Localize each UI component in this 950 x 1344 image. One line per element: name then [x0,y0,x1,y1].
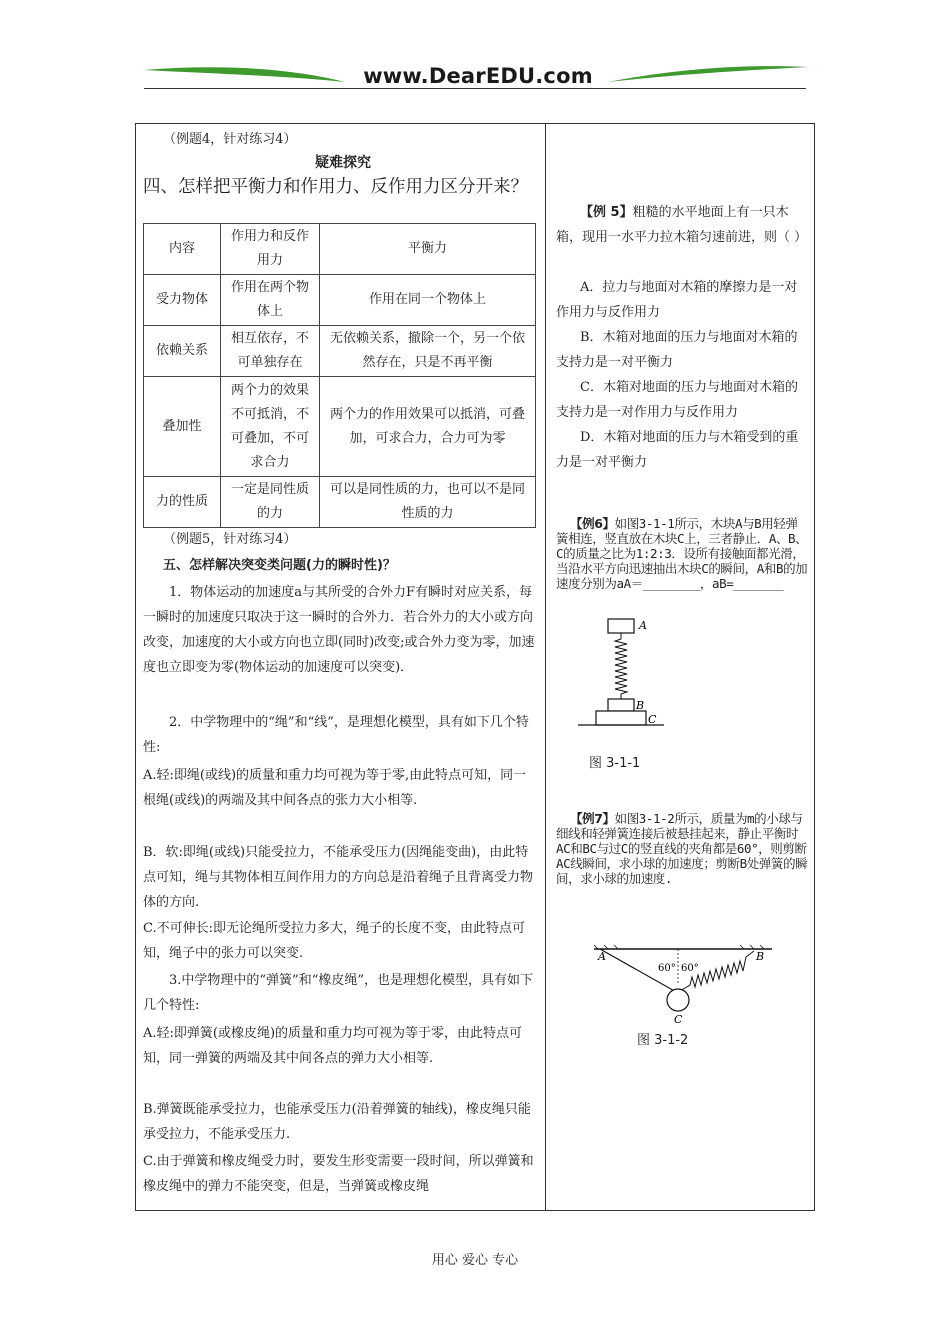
table-cell: 无依赖关系，撤除一个，另一个依然存在，只是不再平衡 [320,326,536,377]
angle-label-right: 60° [681,963,699,974]
paragraph-2: 2．中学物理中的“绳”和“线”，是理想化模型，具有如下几个特性: [143,715,529,755]
example-5-option-d: D．木箱对地面的压力与木箱受到的重力是一对平衡力 [556,430,799,470]
table-cell: 作用在两个物体上 [221,275,320,326]
table-cell: 两个力的效果不可抵消，不可叠加，不可求合力 [221,377,320,477]
example-7-stem [556,811,808,886]
question-4-title: 四、怎样把平衡力和作用力、反作用力区分开来？ [143,177,528,197]
comparison-table [143,223,536,528]
figure-3-1-2-caption: 图 3-1-2 [637,1033,689,1048]
example-7-label: 【例7】 [570,811,615,826]
paragraph-3a: A.轻:即弹簧(或橡皮绳)的质量和重力均可视为等于零，由此特点可知，同一弹簧的两端及其中间各点的弹力大小相等. [143,1026,523,1066]
example-5-stem [556,200,808,250]
table-cell: 叠加性 [144,377,221,477]
example-6-label: 【例6】 [570,516,615,531]
table-cell: 可以是同性质的力，也可以不是同性质的力 [320,477,536,528]
table-cell: 作用在同一个物体上 [320,275,536,326]
paragraph-3: 3.中学物理中的“弹簧”和“橡皮绳”，也是理想化模型，具有如下几个特性: [143,973,533,1013]
column-divider [545,123,546,1211]
table-header-cell: 平衡力 [320,224,536,275]
paragraph-2a: A.轻:即绳(或线)的质量和重力均可视为等于零,由此特点可知，同一根绳(或线)的两端及其中间各点的张力大小相等. [143,768,527,808]
example-5-option-c: C．木箱对地面的压力与地面对木箱的支持力是一对作用力与反作用力 [556,380,798,420]
example-5-option-b: B．木箱对地面的压力与地面对木箱的支持力是一对平衡力 [556,330,798,370]
label-b: B [636,699,645,712]
paragraph-2c: C.不可伸长:即无论绳所受拉力多大，绳子的长度不变，由此特点可知，绳子中的张力可以突变. [143,921,525,961]
table-cell: 受力物体 [144,275,221,326]
label-b: B [756,950,765,963]
table-row [144,275,536,326]
label-a: A [598,950,606,963]
paragraph-1: 1．物体运动的加速度a与其所受的合外力F有瞬时对应关系，每一瞬时的加速度只取决于这一瞬时的合外力．若合外力的大小或方向改变，加速度的大小或方向也立即(同时)改变;或合外力变为零，加速度也立即变为零(物体运动的加速度可以突变)． [143,585,535,675]
example-5-text: 粗糙的水平地面上有一只木箱，现用一水平力拉木箱匀速前进，则（ ） [556,205,808,245]
table-cell: 一定是同性质的力 [221,477,320,528]
table-cell: 两个力的作用效果可以抵消，可叠加，可求合力，合力可为零 [320,377,536,477]
table-row [144,477,536,528]
label-c: C [674,1013,683,1025]
table-header-cell: 作用力和反作用力 [221,224,320,275]
green-swoosh-right-icon [608,66,808,82]
figure-3-1-1-caption: 图 3-1-1 [589,756,641,771]
paragraph-3b: B.弹簧既能承受拉力，也能承受压力(沿着弹簧的轴线)，橡皮绳只能承受拉力，不能承受压力. [143,1102,531,1142]
table-header-cell: 内容 [144,224,221,275]
table-row [144,326,536,377]
reference-note-1: （例题4，针对练习4） [163,132,297,147]
label-a: A [639,619,647,632]
example-7-text: 如图3-1-2所示，质量为m的小球与细线和轻弹簧连接后被悬挂起来，静止平衡时AC和BC与过C的竖直线的夹角都是60°，则剪断AC线瞬间，求小球的加速度；剪断B处弹簧的瞬间，求小球的加速度. [556,811,808,886]
figure-3-1-2-ball-spring [594,943,774,1025]
question-5-title: 五、怎样解决突变类问题(力的瞬时性)？ [163,558,396,573]
table-cell: 相互依存，不可单独存在 [221,326,320,377]
figure-3-1-1-spring-blocks [576,613,666,735]
paragraph-3c: C.由于弹簧和橡皮绳受力时，要发生形变需要一段时间，所以弹簧和橡皮绳中的弹力不能突变，但是，当弹簧或橡皮绳 [143,1154,534,1194]
block-a [608,619,634,633]
site-logo[interactable]: www.DearEDU.com [363,64,593,88]
green-swoosh-left-icon [144,67,345,82]
table-row [144,377,536,477]
label-c: C [648,713,657,726]
block-c [596,711,646,725]
reference-note-2: （例题5，针对练习4） [163,532,297,547]
table-cell: 力的性质 [144,477,221,528]
example-6-stem [556,516,808,591]
section-title: 疑难探究 [315,155,371,171]
page-footer: 用心 爱心 专心 [431,1253,519,1268]
table-cell: 依赖关系 [144,326,221,377]
header-rule [144,88,806,89]
example-6-text: 如图3-1-1所示，木块A与B用轻弹簧相连，竖直放在木块C上，三者静止．A、B、C的质量之比为1:2:3．设所有接触面都光滑，当沿水平方向迅速抽出木块C的瞬间，A和B的加速度分别为aA＝________，aB=_______ [556,516,808,591]
spring-icon [615,633,627,699]
table-header-row [144,224,536,275]
angle-label-left: 60° [658,963,676,974]
ball [667,989,689,1011]
example-5-option-a: A．拉力与地面对木箱的摩擦力是一对作用力与反作用力 [556,280,798,320]
example-5-label: 【例 5】 [580,205,633,220]
paragraph-2b: B．软:即绳(或线)只能受拉力，不能承受压力(因绳能变曲)，由此特点可知，绳与其物体相互间作用力的方向总是沿着绳子且背离受力物体的方向. [143,845,534,910]
block-b [608,699,634,711]
